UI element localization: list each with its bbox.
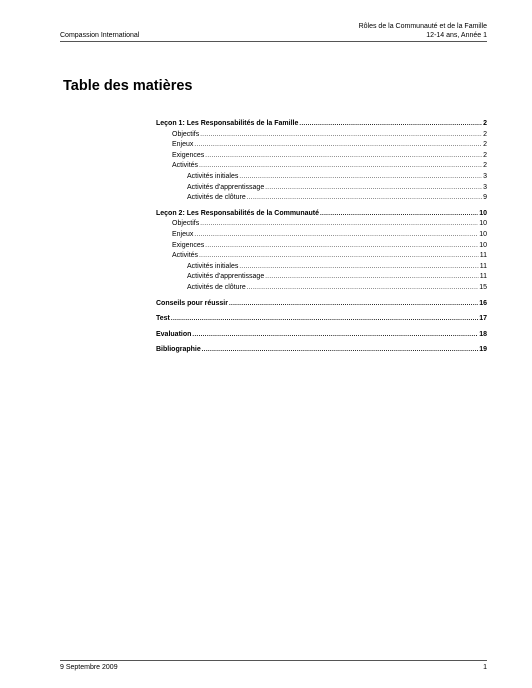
toc-entry-label: Enjeux bbox=[172, 230, 194, 238]
toc-entry[interactable] bbox=[156, 219, 487, 230]
toc-entry-page: 3 bbox=[483, 183, 487, 191]
toc-entry[interactable] bbox=[156, 241, 487, 252]
toc-entry-label: Exigences bbox=[172, 151, 205, 159]
toc-entry-label: Activités de clôture bbox=[187, 283, 246, 291]
toc-entry-label: Bibliographie bbox=[156, 346, 201, 354]
toc-entry[interactable] bbox=[156, 314, 487, 325]
toc-entry[interactable] bbox=[156, 183, 487, 194]
toc-entry-label: Objectifs bbox=[172, 220, 200, 228]
toc-entry-page: 11 bbox=[479, 252, 487, 260]
toc-leader-dots bbox=[205, 241, 478, 252]
header-document-info bbox=[359, 22, 487, 40]
footer-date: 9 Septembre 2009 bbox=[60, 664, 118, 671]
toc-leader-dots bbox=[200, 130, 482, 141]
toc-entry-label: Conseils pour réussir bbox=[156, 299, 228, 307]
toc-entry[interactable] bbox=[156, 161, 487, 172]
toc-entry-page: 10 bbox=[479, 220, 487, 228]
toc-entry[interactable] bbox=[156, 345, 487, 356]
toc-entry[interactable] bbox=[156, 230, 487, 241]
toc-leader-dots bbox=[192, 330, 478, 341]
toc-entry-label: Activités d'apprentissage bbox=[187, 273, 265, 281]
header-organization: Compassion International bbox=[60, 32, 140, 39]
toc-leader-dots bbox=[171, 314, 478, 325]
toc-entry-page: 18 bbox=[479, 330, 487, 338]
toc-entry-page: 2 bbox=[483, 130, 487, 138]
toc-entry[interactable] bbox=[156, 251, 487, 262]
toc-entry[interactable] bbox=[156, 262, 487, 273]
toc-entry-page: 19 bbox=[479, 346, 487, 354]
toc-entry-page: 9 bbox=[483, 194, 487, 202]
toc-leader-dots bbox=[299, 119, 482, 130]
toc-leader-dots bbox=[200, 219, 478, 230]
toc-entry-page: 2 bbox=[483, 151, 487, 159]
toc-entry[interactable] bbox=[156, 299, 487, 310]
header-document-subtitle: 12-14 ans, Année 1 bbox=[426, 32, 487, 39]
toc-entry-page: 3 bbox=[483, 172, 487, 180]
toc-leader-dots bbox=[229, 299, 478, 310]
toc-entry-label: Enjeux bbox=[172, 141, 194, 149]
toc-entry[interactable] bbox=[156, 151, 487, 162]
toc-leader-dots bbox=[199, 251, 479, 262]
header-divider bbox=[60, 41, 487, 42]
header-document-title: Rôles de la Communauté et de la Famille bbox=[358, 23, 487, 30]
toc-entry[interactable] bbox=[156, 272, 487, 283]
toc-entry[interactable] bbox=[156, 330, 487, 341]
toc-entry-page: 17 bbox=[479, 315, 487, 323]
toc-leader-dots bbox=[194, 140, 482, 151]
toc-entry-label: Objectifs bbox=[172, 130, 200, 138]
toc-entry-label: Activités bbox=[172, 162, 199, 170]
toc-leader-dots bbox=[320, 209, 478, 220]
toc-entry-page: 2 bbox=[483, 141, 487, 149]
toc-entry[interactable] bbox=[156, 140, 487, 151]
toc-entry[interactable] bbox=[156, 130, 487, 141]
toc-entry-label: Leçon 1: Les Responsabilités de la Famille bbox=[156, 120, 299, 127]
toc-entry[interactable] bbox=[156, 283, 487, 294]
toc-entry-label: Activités d'apprentissage bbox=[187, 183, 265, 191]
toc-entry-page: 15 bbox=[479, 283, 487, 291]
toc-leader-dots bbox=[239, 262, 478, 273]
toc-leader-dots bbox=[194, 230, 478, 241]
toc-entry-label: Exigences bbox=[172, 241, 205, 249]
toc-entry-page: 10 bbox=[479, 209, 487, 217]
toc-entry-label: Activités bbox=[172, 252, 199, 260]
toc-leader-dots bbox=[202, 345, 478, 356]
toc-entry-page: 2 bbox=[483, 120, 487, 127]
toc-entry-page: 11 bbox=[479, 262, 487, 270]
toc-leader-dots bbox=[247, 283, 478, 294]
footer-page-number: 1 bbox=[483, 664, 487, 671]
toc-entry-label: Activités de clôture bbox=[187, 194, 246, 202]
toc-leader-dots bbox=[199, 161, 482, 172]
toc-leader-dots bbox=[247, 193, 482, 204]
toc-leader-dots bbox=[205, 151, 482, 162]
toc-entry-page: 10 bbox=[479, 230, 487, 238]
toc-entry-label: Test bbox=[156, 315, 170, 323]
toc-leader-dots bbox=[239, 172, 482, 183]
toc-entry-page: 11 bbox=[479, 273, 487, 281]
toc-entry-label: Activités initiales bbox=[187, 172, 239, 180]
table-of-contents bbox=[156, 119, 487, 356]
toc-entry-label: Activités initiales bbox=[187, 262, 239, 270]
toc-leader-dots bbox=[265, 272, 479, 283]
toc-entry-label: Evaluation bbox=[156, 330, 192, 338]
toc-entry-label: Leçon 2: Les Responsabilités de la Communauté bbox=[156, 209, 319, 217]
toc-entry-page: 10 bbox=[479, 241, 487, 249]
toc-entry[interactable] bbox=[156, 119, 487, 130]
toc-entry-page: 2 bbox=[483, 162, 487, 170]
toc-leader-dots bbox=[265, 183, 482, 194]
toc-entry-page: 16 bbox=[479, 299, 487, 307]
footer-divider bbox=[60, 660, 487, 661]
toc-entry[interactable] bbox=[156, 172, 487, 183]
toc-entry[interactable] bbox=[156, 193, 487, 204]
page-title: Table des matières bbox=[63, 78, 193, 94]
toc-entry[interactable] bbox=[156, 209, 487, 220]
